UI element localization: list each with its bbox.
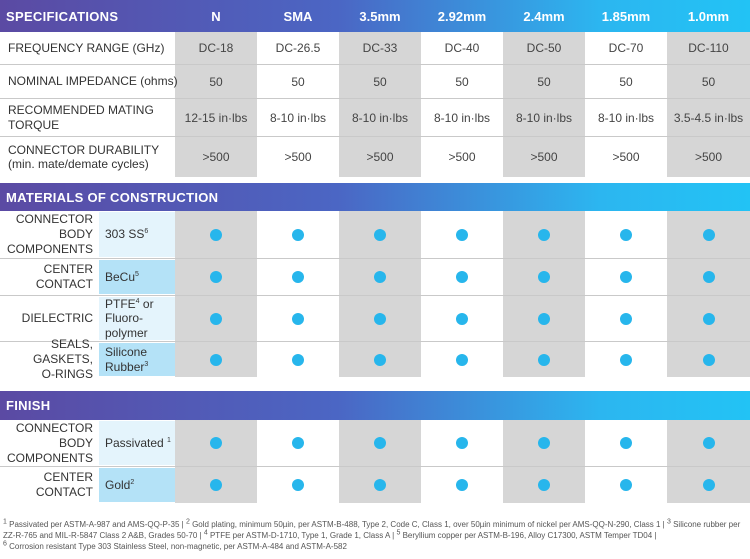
dot-cell	[503, 342, 585, 377]
part-label-line1: CENTER	[43, 470, 93, 484]
check-dot-icon	[620, 229, 632, 241]
material-name: 303 SS	[105, 227, 145, 242]
material-name-line3: polymer	[105, 325, 148, 340]
check-dot-icon	[210, 271, 222, 283]
dot-cell	[257, 342, 339, 377]
check-dot-icon	[703, 313, 715, 325]
dot-cell	[421, 467, 503, 503]
spec-value: 50	[619, 74, 633, 89]
material-row-center	[0, 259, 750, 295]
finish-name: Passivated	[105, 435, 168, 450]
spec-row-torque	[0, 99, 750, 136]
check-dot-icon	[703, 437, 715, 449]
material-name-or: or	[139, 296, 154, 311]
material-row-dielectric	[0, 296, 750, 341]
check-dot-icon	[292, 271, 304, 283]
spec-value: 8-10 in·lbs	[515, 110, 573, 125]
footnote-number: 2	[185, 518, 190, 526]
dot-cell	[585, 420, 667, 466]
col-header-n: N	[211, 8, 221, 24]
material-name: BeCu	[105, 269, 136, 284]
dot-cell	[339, 259, 421, 295]
spec-value: 50	[455, 74, 469, 89]
col-header-10mm: 1.0mm	[687, 8, 730, 24]
finish-cell	[99, 421, 175, 465]
check-dot-icon	[292, 313, 304, 325]
check-dot-icon	[620, 437, 632, 449]
dot-cell	[503, 259, 585, 295]
part-label-line3: COMPONENTS	[6, 450, 93, 465]
spec-value: 50	[701, 74, 716, 89]
spec-value: 50	[373, 74, 387, 89]
dot-cell	[257, 259, 339, 295]
spec-value: >500	[202, 150, 230, 164]
spec-value: DC-110	[688, 41, 729, 55]
dot-cell	[667, 296, 750, 341]
check-dot-icon	[538, 229, 550, 241]
check-dot-icon	[456, 479, 468, 491]
spec-label-line1: RECOMMENDED MATING	[8, 103, 154, 118]
check-dot-icon	[292, 229, 304, 241]
check-dot-icon	[703, 271, 715, 283]
material-row-body	[0, 211, 750, 258]
spec-value: 8-10 in·lbs	[351, 110, 409, 125]
dot-cell	[175, 420, 257, 466]
dot-cell	[339, 420, 421, 466]
dot-cell	[585, 342, 667, 377]
check-dot-icon	[210, 437, 222, 449]
check-dot-icon	[374, 313, 386, 325]
footnote-ref: 1	[167, 436, 171, 444]
check-dot-icon	[374, 479, 386, 491]
dot-cell	[421, 342, 503, 377]
dot-cell	[421, 420, 503, 466]
footnote-ref: 4	[135, 297, 140, 305]
footnote-ref: 2	[130, 478, 135, 486]
dot-cell	[339, 467, 421, 503]
materials-header	[0, 183, 750, 211]
part-label	[0, 337, 97, 381]
spec-value: >500	[612, 150, 640, 164]
dot-cell	[257, 296, 339, 341]
dot-cell	[585, 211, 667, 258]
footnote-ref: 5	[135, 270, 139, 278]
col-header-185mm: 1.85mm	[601, 8, 651, 24]
check-dot-icon	[292, 479, 304, 491]
dot-cell	[257, 467, 339, 503]
dot-cell	[667, 420, 750, 466]
material-name-line2: Fluoro-	[105, 311, 144, 326]
spec-value: 50	[537, 74, 551, 89]
dot-cell	[503, 420, 585, 466]
material-cell	[99, 343, 175, 376]
check-dot-icon	[620, 354, 632, 366]
part-label-line2: CONTACT	[35, 485, 93, 499]
finish-header	[0, 391, 750, 420]
spec-row-impedance	[0, 65, 750, 98]
part-label	[0, 211, 97, 258]
part-label-line2: CONTACT	[35, 277, 93, 291]
dot-cell	[257, 420, 339, 466]
spec-value: 50	[291, 74, 305, 89]
dot-cell	[503, 296, 585, 341]
check-dot-icon	[292, 354, 304, 366]
dot-cell	[257, 211, 339, 258]
footnote-ref: 3	[144, 360, 149, 368]
part-label-line2: BODY	[58, 435, 93, 450]
check-dot-icon	[374, 229, 386, 241]
footnote-text: Passivated per ASTM-A-987 and AMS-QQ-P-35 |	[6, 520, 186, 529]
spec-label: NOMINAL IMPEDANCE (ohms)	[8, 74, 178, 89]
check-dot-icon	[456, 313, 468, 325]
check-dot-icon	[538, 271, 550, 283]
dot-cell	[175, 342, 257, 377]
dot-cell	[339, 342, 421, 377]
material-name-line2: Rubber	[105, 359, 145, 374]
check-dot-icon	[456, 229, 468, 241]
footnote-number: 3	[666, 518, 671, 526]
check-dot-icon	[538, 354, 550, 366]
check-dot-icon	[620, 479, 632, 491]
check-dot-icon	[210, 354, 222, 366]
part-label-line3: COMPONENTS	[6, 242, 93, 256]
dot-cell	[339, 211, 421, 258]
footnote-text: Beryllium copper per ASTM-B-196, Alloy C17300, ASTM Temper TD04 |	[400, 530, 657, 540]
dot-cell	[339, 296, 421, 341]
footnote-text: PTFE per ASTM-D-1710, Type 1, Grade 1, Class A |	[207, 530, 397, 540]
spec-value: DC-18	[198, 41, 234, 55]
footnote-text: Silicone rubber per ZZ-R-765 and MIL-R-5847 Class 2 A&B, Grades 50-70 |	[3, 520, 741, 540]
check-dot-icon	[538, 479, 550, 491]
spec-label-line2: TORQUE	[8, 117, 60, 132]
part-label: DIELECTRIC	[21, 311, 93, 325]
part-label	[0, 420, 97, 466]
material-cell	[99, 260, 175, 294]
dot-cell	[503, 467, 585, 503]
col-header-24mm: 2.4mm	[523, 8, 565, 24]
finish-title: FINISH	[6, 398, 51, 413]
material-name: Silicone	[105, 345, 148, 360]
finish-cell	[99, 468, 175, 502]
check-dot-icon	[292, 437, 304, 449]
dot-cell	[667, 259, 750, 295]
spec-value: DC-50	[526, 41, 562, 55]
check-dot-icon	[620, 271, 632, 283]
check-dot-icon	[374, 271, 386, 283]
footnote-ref: 6	[144, 228, 149, 236]
spec-value: 8-10 in·lbs	[269, 110, 327, 125]
materials-title: MATERIALS OF CONSTRUCTION	[6, 189, 219, 205]
material-row-seals	[0, 337, 750, 381]
check-dot-icon	[210, 313, 222, 325]
part-label-line1: CONNECTOR	[15, 212, 93, 226]
check-dot-icon	[538, 313, 550, 325]
part-label-line2: O-RINGS	[41, 367, 93, 381]
spec-value: >500	[530, 150, 558, 164]
dot-cell	[175, 467, 257, 503]
dot-cell	[421, 211, 503, 258]
check-dot-icon	[703, 479, 715, 491]
footnote-text: Corrosion resistant Type 303 Stainless Steel, non-magnetic, per ASTM-A-484 and ASTM-A-582	[6, 541, 347, 551]
check-dot-icon	[210, 479, 222, 491]
part-label-line1: CONNECTOR	[15, 420, 93, 435]
check-dot-icon	[456, 271, 468, 283]
finish-row-body	[0, 420, 750, 466]
col-header-292mm: 2.92mm	[437, 8, 487, 24]
footnote-number: 4	[203, 529, 208, 537]
dot-cell	[175, 259, 257, 295]
dot-cell	[585, 259, 667, 295]
dot-cell	[421, 259, 503, 295]
dot-cell	[585, 296, 667, 341]
specifications-title: SPECIFICATIONS	[6, 8, 119, 24]
spec-value: DC-70	[608, 41, 644, 55]
check-dot-icon	[620, 313, 632, 325]
material-name: PTFE	[105, 296, 136, 311]
material-cell	[99, 297, 175, 340]
spec-value: DC-40	[444, 41, 480, 55]
finish-name: Gold	[105, 477, 131, 492]
spec-value: 50	[209, 74, 223, 89]
dot-cell	[175, 211, 257, 258]
spec-value: DC-26.5	[275, 41, 321, 55]
spec-value: 8-10 in·lbs	[433, 110, 491, 125]
footnote-number: 1	[3, 518, 7, 526]
check-dot-icon	[374, 437, 386, 449]
footnote-number: 5	[396, 529, 401, 537]
check-dot-icon	[456, 437, 468, 449]
dot-cell	[503, 211, 585, 258]
column-headers	[0, 0, 750, 32]
check-dot-icon	[210, 229, 222, 241]
spec-value: 12-15 in·lbs	[184, 110, 248, 125]
spec-value: >500	[448, 150, 476, 164]
part-label-line1: CENTER	[43, 262, 93, 276]
check-dot-icon	[456, 354, 468, 366]
check-dot-icon	[703, 229, 715, 241]
dot-cell	[175, 296, 257, 341]
spec-row-durability	[0, 137, 750, 177]
dot-cell	[421, 296, 503, 341]
part-label-line2: BODY	[58, 227, 93, 241]
spec-row-frequency	[0, 32, 750, 64]
footnote-text: Gold plating, minimum 50µin, per ASTM-B-488, Type 2, Code C, Class 1, over 50µin minimum of nickel per AMS-QQ-N-290, Class 1 |	[189, 520, 667, 529]
part-label-line1: SEALS, GASKETS,	[32, 337, 93, 366]
finish-row-center	[0, 467, 750, 503]
spec-value: >500	[694, 150, 723, 164]
spec-value: 3.5-4.5 in·lbs	[673, 110, 744, 125]
spec-label	[0, 137, 159, 177]
material-cell	[99, 212, 175, 257]
spec-label-line1: CONNECTOR DURABILITY	[8, 142, 160, 157]
spec-value: >500	[366, 150, 394, 164]
dot-cell	[667, 467, 750, 503]
part-label	[0, 467, 97, 503]
dot-cell	[585, 467, 667, 503]
col-header-35mm: 3.5mm	[359, 8, 401, 24]
check-dot-icon	[538, 437, 550, 449]
footnotes	[3, 520, 748, 552]
dot-cell	[667, 342, 750, 377]
footnote-number: 6	[3, 539, 7, 547]
spec-value: 8-10 in·lbs	[597, 110, 655, 125]
check-dot-icon	[703, 354, 715, 366]
spec-label: FREQUENCY RANGE (GHz)	[8, 40, 165, 55]
spec-value: >500	[284, 150, 312, 164]
part-label	[0, 259, 97, 295]
spec-label	[0, 99, 154, 136]
check-dot-icon	[374, 354, 386, 366]
spec-label-line2: (min. mate/demate cycles)	[8, 157, 149, 171]
dot-cell	[667, 211, 750, 258]
spec-value: DC-33	[362, 41, 398, 55]
col-header-sma: SMA	[283, 8, 313, 24]
